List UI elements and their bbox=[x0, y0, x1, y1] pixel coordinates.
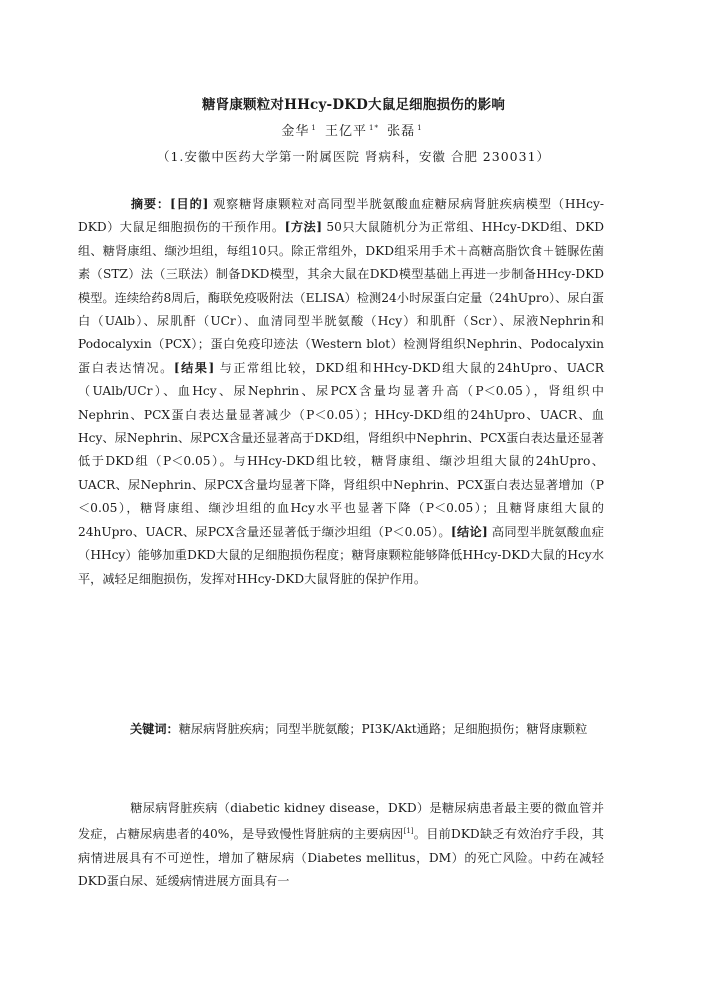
abstract-text: 50只大鼠随机分为正常组、HHcy-DKD组、DKD组、糖肾康组、缬沙坦组，每组10只。除正常组外，DKD组采用手术＋高糖高脂饮食＋链脲佐菌素（STZ）法（三联法）制备DKD模型，其余大鼠在DKD模型基础上再进一步制备HHcy-DKD模型。连续给药8周后，酶联免疫吸附法（ELISA）检测24小时尿蛋白定量（24hUpro）、尿白蛋白（UAlb）、尿肌酐（UCr）、血清同型半胱氨酸（Hcy）和肌酐（Scr）、尿液Nephrin和Podocalyxin（PCX）；蛋白免疫印迹法（Western blot）检测肾组织Nephrin、Podocalyxin蛋白表达情况。 bbox=[78, 220, 604, 375]
abstract-heading-objective: [目的] bbox=[169, 197, 209, 211]
introduction-paragraph bbox=[78, 797, 604, 894]
abstract-text: 观察糖肾康颗粒对高同型半胱氨酸血症糖尿病肾脏疾病模型（HHcy-DKD）大鼠足细胞损伤的干预作用。 bbox=[78, 197, 604, 235]
abstract-heading-methods: [方法] bbox=[284, 220, 322, 235]
abstract-text: 与正常组比较，DKD组和HHcy-DKD组大鼠的24hUpro、UACR（UAlb/UCr）、血Hcy、尿Nephrin、尿PCX含量均显著升高（P＜0.05），肾组织中Nephrin、PCX蛋白表达量显著减少（P＜0.05）；HHcy-DKD组的24hUpro、UACR、血Hcy、尿Nephrin、尿PCX含量还显著高于DKD组，肾组织中Nephrin、PCX蛋白表达量还显著低于DKD组（P＜0.05）。与HHcy-DKD组比较，糖肾康组、缬沙坦组大鼠的24hUpro、UACR、尿Nephrin、尿PCX含量均显著下降，肾组织中Nephrin、PCX蛋白表达显著增加（P＜0.05），糖肾康组、缬沙坦组的血Hcy水平也显著下降（P＜0.05）；且糖肾康组大鼠的24hUpro、UACR、尿PCX含量还显著低于缬沙坦组（P＜0.05）。 bbox=[78, 360, 604, 539]
author-name: 金华 bbox=[281, 124, 310, 139]
abstract-label: 摘要： bbox=[130, 197, 170, 211]
author-affiliation-mark: 1 bbox=[417, 123, 423, 132]
keywords bbox=[78, 718, 604, 741]
citation-mark: [1] bbox=[403, 827, 414, 836]
author-affiliation-mark: 1* bbox=[369, 123, 379, 132]
keywords-label: 关键词： bbox=[130, 722, 179, 736]
author-affiliation: （1.安徽中医药大学第一附属医院 肾病科，安徽 合肥 230031） bbox=[156, 149, 551, 164]
author-name: 张磊 bbox=[387, 124, 416, 139]
intro-text: 糖尿病肾脏疾病（diabetic kidney disease，DKD）是糖尿病患者最主要的微血管并发症，占糖尿病患者的40%，是导致慢性肾脏病的主要病因 bbox=[78, 801, 604, 842]
paper-title: 糖肾康颗粒对HHcy-DKD大鼠足细胞损伤的影响 bbox=[201, 97, 506, 113]
author-affiliation-mark: 1 bbox=[311, 123, 317, 132]
keywords-text: 糖尿病肾脏疾病；同型半胱氨酸；PI3K/Akt通路；足细胞损伤；糖肾康颗粒 bbox=[178, 722, 588, 736]
author-name: 王亿平 bbox=[325, 124, 368, 139]
abstract-text: 高同型半胱氨酸血症（HHcy）能够加重DKD大鼠的足细胞损伤程度；糖肾康颗粒能够降低HHcy-DKD大鼠的Hcy水平，减轻足细胞损伤，发挥对HHcy-DKD大鼠肾脏的保护作用。 bbox=[78, 524, 604, 586]
abstract-heading-results: [结果] bbox=[173, 360, 215, 375]
author-list bbox=[0, 120, 707, 139]
intro-text: 。目前DKD缺乏有效治疗手段，其病情进展具有不可逆性，增加了糖尿病（Diabetes mellitus，DM）的死亡风险。中药在减轻DKD蛋白尿、延缓病情进展方面具有一 bbox=[78, 827, 604, 889]
abstract-heading-conclusion: [结论] bbox=[450, 524, 488, 539]
abstract bbox=[78, 193, 604, 591]
